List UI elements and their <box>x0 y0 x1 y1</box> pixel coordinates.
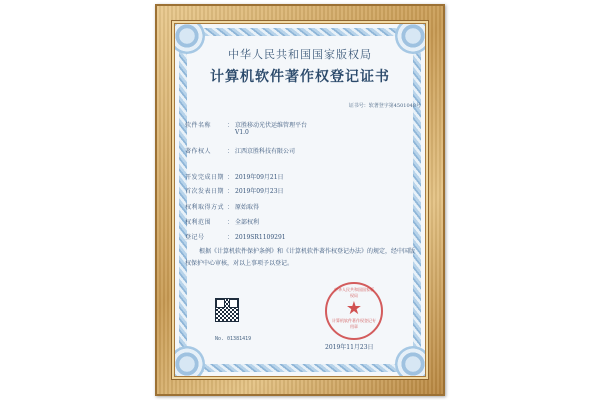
field-value: 江西京胜科技有限公司 <box>235 148 296 155</box>
certificate-frame <box>155 4 445 396</box>
field-registration-number: 登记号 ： 2019SR1109291 <box>185 234 286 241</box>
certificate-content <box>175 24 425 376</box>
field-value: 2019年09月23日 <box>235 188 284 195</box>
field-label: 著作权人 <box>185 148 212 155</box>
field-label: 首次发表日期 <box>185 188 225 195</box>
field-label: 登记号 <box>185 234 205 241</box>
field-copyright-owner: 著作权人 ： 江西京胜科技有限公司 <box>185 148 296 155</box>
qr-code-icon <box>215 298 239 322</box>
field-value: 2019年09月21日 <box>235 174 284 181</box>
field-completion-date: 开发完成日期 ： 2019年09月21日 <box>185 174 284 181</box>
field-acquisition-method: 权利取得方式 ： 原始取得 <box>185 204 260 211</box>
field-rights-scope: 权利范围 ： 全部权利 <box>185 219 260 226</box>
software-version: V1.0 <box>235 129 249 136</box>
certificate-title: 计算机软件著作权登记证书 <box>210 69 390 85</box>
seal-subtext: 计算机软件著作权登记专用章 <box>332 318 376 329</box>
serial-number: No. 01381419 <box>215 336 252 342</box>
official-seal <box>325 282 383 340</box>
field-value: 原始取得 <box>235 204 260 211</box>
field-label: 软件名称 <box>185 122 212 129</box>
field-label: 权利范围 <box>185 219 212 226</box>
seal-text: 中华人民共和国国家版权局 <box>334 287 374 298</box>
field-label: 开发完成日期 <box>185 174 225 181</box>
field-publication-date: 首次发表日期 ： 2019年09月23日 <box>185 188 284 195</box>
issue-date: 2019年11月23日 <box>325 344 374 351</box>
field-value: 全部权利 <box>235 219 260 226</box>
field-label: 权利取得方式 <box>185 204 225 211</box>
issuing-office: 中华人民共和国国家版权局 <box>228 48 372 61</box>
field-value: 京胜移动光伏运维管理平台 <box>235 122 308 129</box>
registration-statement: 根据《计算机软件保护条例》和《计算机软件著作权登记办法》的规定，经中国版权保护中心审核，对以上事项予以登记。 <box>185 248 416 267</box>
field-software-name: 软件名称 ： 京胜移动光伏运维管理平台 <box>185 122 308 129</box>
certificate-number: 证书号：软著登字第4501048号 <box>348 103 421 109</box>
star-icon: ★ <box>345 298 363 319</box>
field-value: 2019SR1109291 <box>235 234 286 241</box>
